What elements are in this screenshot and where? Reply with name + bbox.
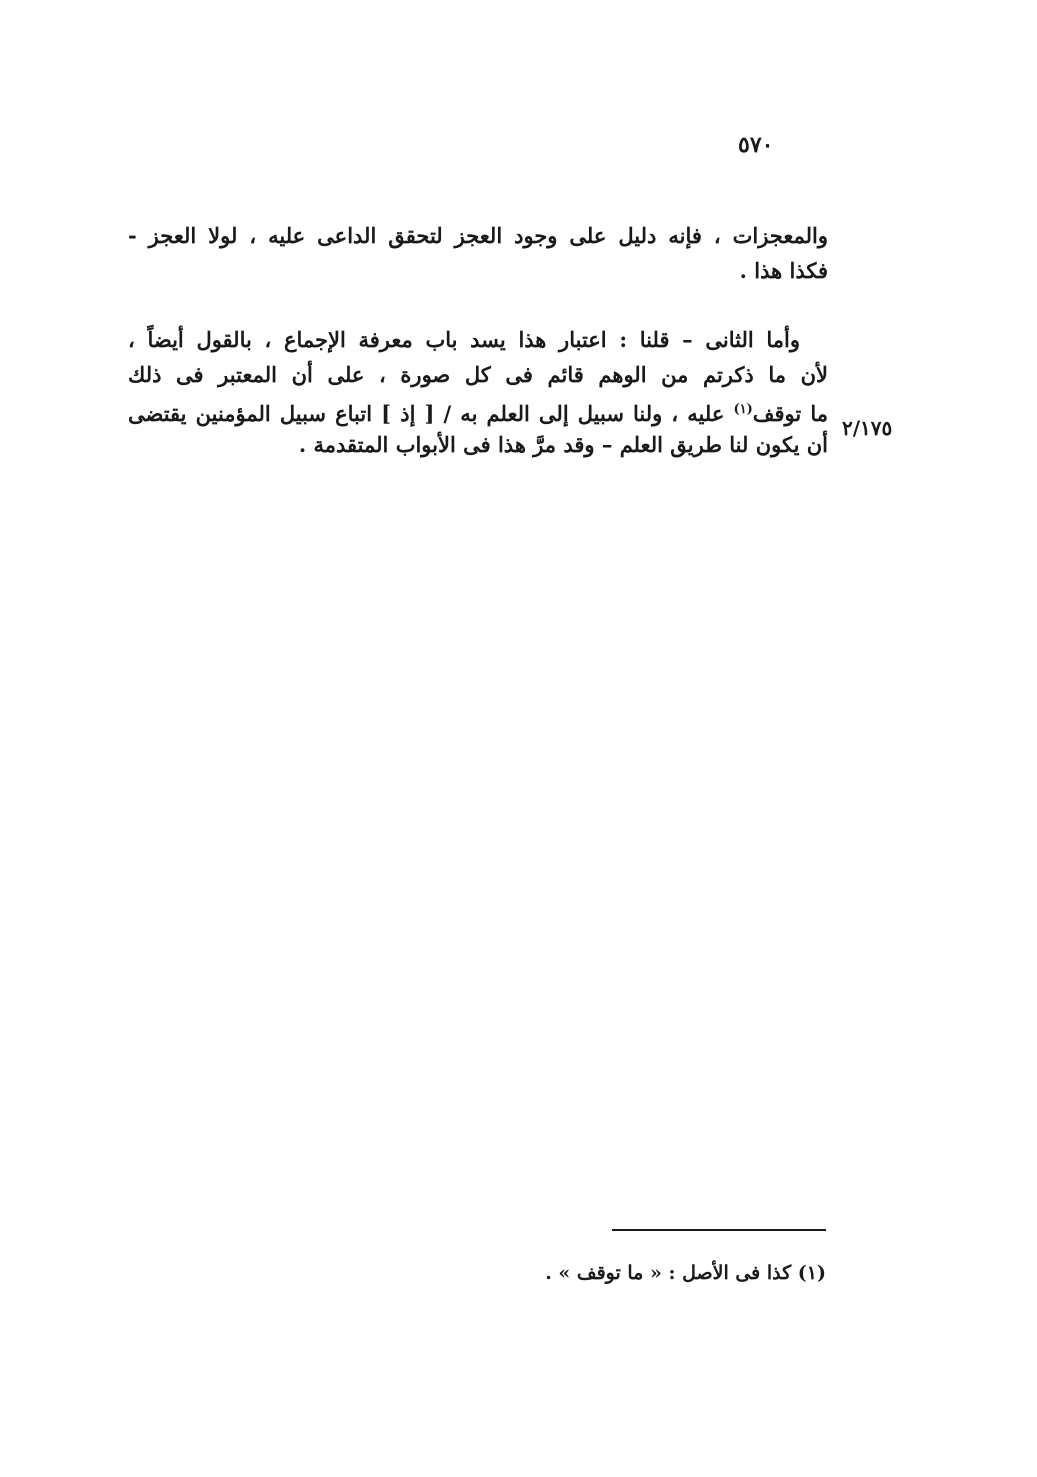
text-segment: ما توقف xyxy=(752,401,828,426)
paragraph-2 xyxy=(128,322,828,462)
footnote-divider xyxy=(612,1229,826,1231)
text-line: أن يكون لنا طريق العلم – وقد مرَّ هذا فى الأبواب المتقدمة . xyxy=(298,432,828,457)
marginal-page-reference: ٢/١٧٥ xyxy=(842,416,893,440)
footnote-marker[interactable]: (١) xyxy=(733,402,753,417)
text-line: لأن ما ذكرتم من الوهم قائم فى كل صورة ، على أن المعتبر فى ذلك xyxy=(128,362,828,387)
text-line: فكذا هذا . xyxy=(739,258,828,283)
paragraph-1 xyxy=(128,218,828,288)
text-segment: عليه ، ولنا سبيل إلى العلم به / [ إذ ] اتباع سبيل المؤمنين يقتضى xyxy=(128,401,734,426)
page-number: ٥٧٠ xyxy=(738,132,774,158)
text-line: وأما الثانى – قلنا : اعتبار هذا يسد باب معرفة الإجماع ، بالقول أيضاً ، xyxy=(128,327,800,352)
footnote: (١) كذا فى الأصل : « ما توقف » . xyxy=(545,1262,826,1284)
text-line-with-footnote xyxy=(128,392,828,427)
text-line: والمعجزات ، فإنه دليل على وجود العجز لتحقق الداعى عليه ، لولا العجز - xyxy=(128,223,828,248)
